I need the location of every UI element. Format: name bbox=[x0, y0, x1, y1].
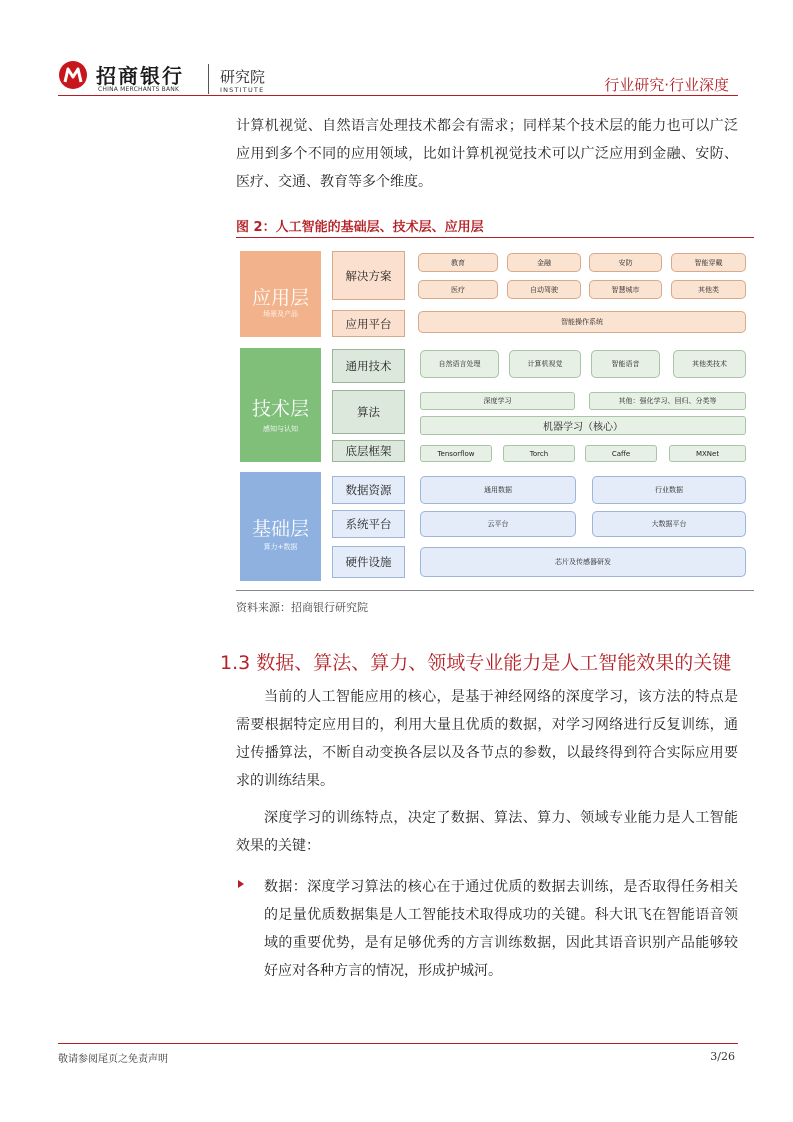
header-rule bbox=[58, 95, 738, 96]
system-platform-item: 大数据平台 bbox=[592, 511, 746, 537]
framework-item: MXNet bbox=[669, 445, 746, 462]
institute-name-cn: 研究院 bbox=[220, 68, 266, 86]
app-layer-title: 应用层 bbox=[251, 287, 309, 309]
data-resource-label: 数据资源 bbox=[332, 476, 405, 504]
bank-name-cn: 招商银行 bbox=[96, 64, 184, 88]
section-paragraph-2: 深度学习的训练特点，决定了数据、算法、算力、领域专业能力是人工智能效果的关键： bbox=[236, 810, 738, 854]
app-layer-box bbox=[240, 251, 321, 337]
hardware-label: 硬件设施 bbox=[332, 546, 405, 578]
algorithm-core-item: 机器学习（核心） bbox=[420, 416, 746, 435]
app-platform-label: 应用平台 bbox=[332, 310, 405, 337]
platform-item: 智能操作系统 bbox=[418, 311, 746, 333]
figure-top-rule bbox=[236, 237, 754, 238]
bullet-triangle-icon bbox=[238, 880, 244, 888]
solution-item: 安防 bbox=[589, 253, 662, 272]
framework-item: Caffe bbox=[585, 445, 657, 462]
report-tag: 行业研究·行业深度 bbox=[604, 76, 729, 94]
solution-item: 智能穿戴 bbox=[671, 253, 746, 272]
section-heading: 1.3 数据、算法、算力、领域专业能力是人工智能效果的关键 bbox=[220, 652, 732, 674]
figure-source: 资料来源：招商银行研究院 bbox=[236, 601, 368, 614]
solutions-label: 解决方案 bbox=[332, 251, 405, 300]
general-tech-item: 智能语音 bbox=[591, 350, 660, 378]
data-resource-item: 行业数据 bbox=[592, 476, 746, 504]
solution-item: 自动驾驶 bbox=[507, 280, 581, 299]
tech-layer-subtitle: 感知与认知 bbox=[263, 425, 298, 433]
bank-name-en: CHINA MERCHANTS BANK bbox=[98, 86, 180, 93]
solution-item: 医疗 bbox=[418, 280, 498, 299]
tech-layer-box bbox=[240, 348, 321, 462]
framework-item: Tensorflow bbox=[420, 445, 492, 462]
framework-label: 底层框架 bbox=[332, 440, 405, 462]
framework-item: Torch bbox=[503, 445, 575, 462]
page-number: 3/26 bbox=[710, 1050, 735, 1063]
app-layer-subtitle: 场景及产品 bbox=[263, 310, 298, 318]
footer-disclaimer: 敬请参阅尾页之免责声明 bbox=[58, 1054, 168, 1065]
solution-item: 其他类 bbox=[671, 280, 746, 299]
hardware-item: 芯片及传感器研发 bbox=[420, 547, 746, 577]
system-platform-item: 云平台 bbox=[420, 511, 576, 537]
bullet-data-paragraph: 数据：深度学习算法的核心在于通过优质的数据去训练，是否取得任务相关的足量优质数据集是人工智能技术取得成功的关键。科大讯飞在智能语音领域的重要优势，是有足够优秀的方言训练数据，因此其语音识别产品能够较好应对各种方言的情况，形成护城河。 bbox=[264, 879, 738, 979]
base-layer-subtitle: 算力+数据 bbox=[263, 543, 298, 551]
general-tech-item: 其他类技术 bbox=[673, 350, 746, 378]
general-tech-label: 通用技术 bbox=[332, 349, 405, 383]
figure-title: 图 2：人工智能的基础层、技术层、应用层 bbox=[236, 220, 484, 235]
tech-layer-title: 技术层 bbox=[251, 398, 309, 420]
figure-bottom-rule bbox=[236, 590, 754, 591]
solution-item: 智慧城市 bbox=[589, 280, 662, 299]
general-tech-item: 计算机视觉 bbox=[509, 350, 581, 378]
general-tech-item: 自然语言处理 bbox=[420, 350, 499, 378]
footer-rule bbox=[58, 1043, 738, 1044]
logo-divider bbox=[208, 64, 209, 94]
bank-logo-icon bbox=[58, 60, 88, 90]
base-layer-title: 基础层 bbox=[251, 518, 309, 540]
institute-name-en: INSTITUTE bbox=[220, 86, 265, 94]
system-platform-label: 系统平台 bbox=[332, 510, 405, 538]
solution-item: 教育 bbox=[418, 253, 498, 272]
solution-item: 金融 bbox=[507, 253, 581, 272]
intro-paragraph: 计算机视觉、自然语言处理技术都会有需求；同样某个技术层的能力也可以广泛应用到多个不同的应用领域，比如计算机视觉技术可以广泛应用到金融、安防、医疗、交通、教育等多个维度。 bbox=[236, 118, 738, 190]
data-resource-item: 通用数据 bbox=[420, 476, 576, 504]
algorithm-label: 算法 bbox=[332, 390, 405, 434]
algorithm-item: 深度学习 bbox=[420, 392, 575, 410]
base-layer-box bbox=[240, 472, 321, 581]
algorithm-item: 其他：强化学习、回归、分类等 bbox=[589, 392, 746, 410]
section-paragraph-1: 当前的人工智能应用的核心，是基于神经网络的深度学习，该方法的特点是需要根据特定应用目的，利用大量且优质的数据，对学习网络进行反复训练，通过传播算法，不断自动变换各层以及各节点的参数，以最终得到符合实际应用要求的训练结果。 bbox=[236, 689, 738, 789]
